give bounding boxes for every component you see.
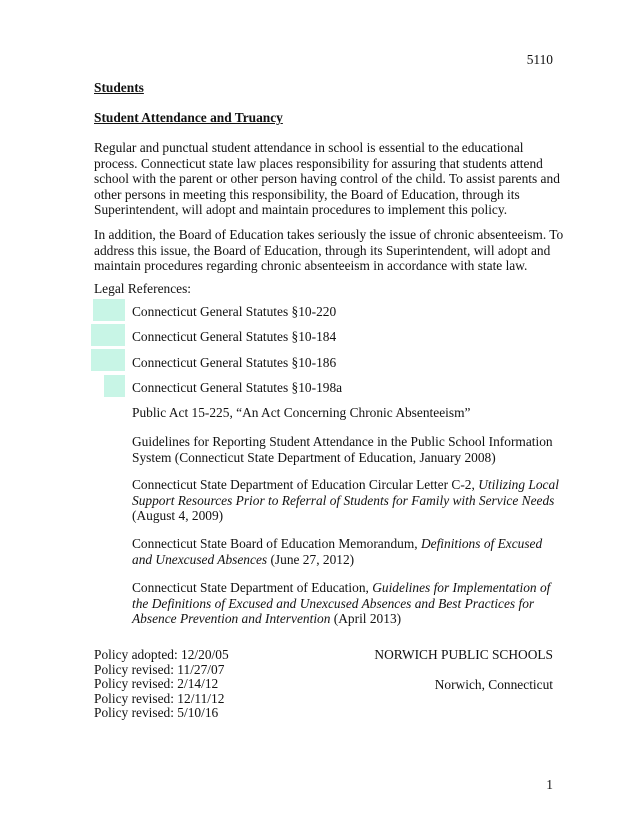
reference-memorandum [132, 536, 562, 567]
highlight-mark [93, 299, 125, 321]
reference-guidelines-reporting: Guidelines for Reporting Student Attendance in the Public School Information System (Connecticut State Department of Education, January 2008) [132, 434, 553, 465]
policy-history-line: Policy revised: 2/14/12 [94, 676, 219, 692]
policy-number: 5110 [526, 52, 553, 67]
reference-text: Connecticut State Department of Education Circular Letter C-2, [132, 477, 479, 492]
section-title: Students [94, 80, 144, 95]
reference-text: Connecticut State Board of Education Memorandum, [132, 536, 421, 551]
highlight-mark [91, 349, 125, 371]
reference-italic-title: Guidelines for Implementation of the Definitions of Excused and Unexcused Absences and Best Practices for Absence Prevention and Intervention [132, 580, 551, 627]
policy-title: Student Attendance and Truancy [94, 110, 283, 125]
reference-date: (April 2013) [330, 611, 402, 627]
reference-italic-title: Utilizing Local Support Resources Prior to Referral of Students for Family with Service Needs [132, 477, 559, 508]
reference-public-act: Public Act 15-225, “An Act Concerning Chronic Absenteeism” [132, 405, 471, 420]
legal-references-heading: Legal References: [94, 281, 192, 296]
highlight-mark [104, 375, 125, 397]
reference-circular-letter [132, 477, 562, 524]
district-name: NORWICH PUBLIC SCHOOLS [374, 647, 553, 662]
policy-history [94, 647, 229, 720]
reference-date: (August 4, 2009) [132, 508, 224, 524]
district-location: Norwich, Connecticut [434, 677, 553, 692]
highlight-mark [91, 324, 125, 346]
reference-cgs-10-186: Connecticut General Statutes §10-186 [132, 355, 337, 370]
policy-history-line: Policy revised: 5/10/16 [94, 705, 219, 721]
paragraph-attendance: Regular and punctual student attendance in school is essential to the educational process. Connecticut state law places responsibility for assuring that students attend school with the parent or other person having control of the child. To assist parents and other persons in meeting this responsibility, the Board of Education, through its Superintendent, will adopt and maintain procedures to implement this policy. [94, 140, 560, 218]
paragraph-chronic-absenteeism: In addition, the Board of Education takes seriously the issue of chronic absenteeism. To address this issue, the Board of Education, through its Superintendent, will adopt and maintain procedures regarding chronic absenteeism in accordance with state law. [94, 227, 564, 274]
reference-cgs-10-198a: Connecticut General Statutes §10-198a [132, 380, 343, 395]
reference-guidelines-implementation [132, 580, 562, 627]
policy-history-line: Policy adopted: 12/20/05 [94, 647, 229, 662]
reference-cgs-10-184: Connecticut General Statutes §10-184 [132, 329, 337, 344]
page-number: 1 [546, 777, 553, 792]
reference-cgs-10-220: Connecticut General Statutes §10-220 [132, 304, 337, 319]
policy-history-line: Policy revised: 12/11/12 [94, 690, 225, 706]
reference-text: Connecticut State Department of Education, [132, 580, 373, 595]
policy-history-line: Policy revised: 11/27/07 [94, 661, 225, 677]
reference-italic-title: Definitions of Excused and Unexcused Absences [132, 536, 543, 567]
reference-date: (June 27, 2012) [267, 551, 355, 567]
